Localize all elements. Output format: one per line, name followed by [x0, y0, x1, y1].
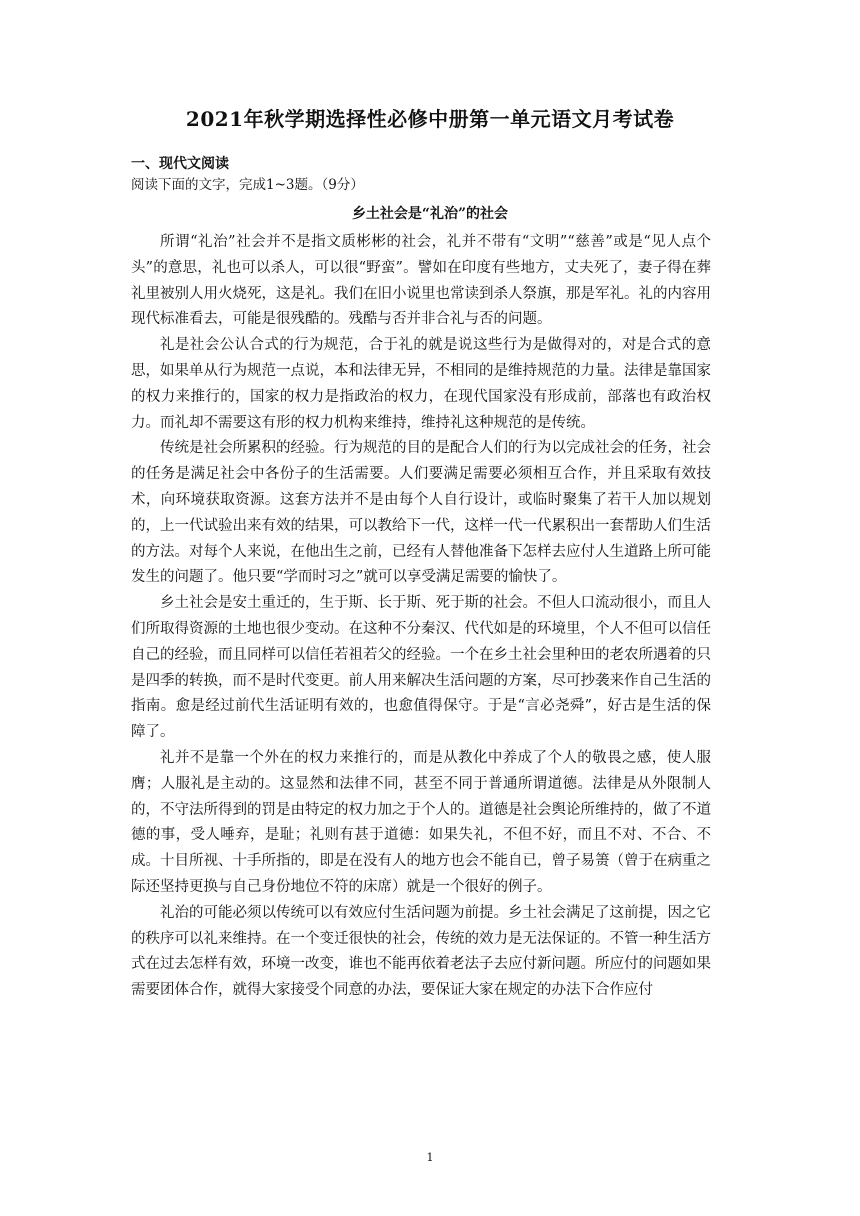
article-paragraph: 礼治的可能必须以传统可以有效应付生活问题为前提。乡土社会满足了这前提，因之它的秩序可以礼来维持。在一个变迁很快的社会，传统的效力是无法保证的。不管一种生活方式在过去怎样有效，环境一改变，谁也不能再依着老法子去应付新问题。所应付的问题如果需要团体合作，就得大家接受个同意的办法，要保证大家在规定的办法下合作应付	[131, 904, 711, 999]
article-paragraph: 传统是社会所累积的经验。行为规范的目的是配合人们的行为以完成社会的任务，社会的任务是满足社会中各份子的生活需要。人们要满足需要必须相互合作，并且采取有效技术，向环境获取资源。这套方法并不是由每个人自行设计，或临时聚集了若干人加以规划的，上一代试验出来有效的结果，可以教给下一代，这样一代一代累积出一套帮助人们生活的方法。对每个人来说，在他出生之前，已经有人替他准备下怎样去应付人生道路上所可能发生的问题了。他只要“学而时习之”就可以享受满足需要的愉快了。	[131, 440, 711, 586]
article-paragraph: 礼并不是靠一个外在的权力来推行的，而是从教化中养成了个人的敬畏之感，使人服膺；人服礼是主动的。这显然和法律不同，甚至不同于普通所谓道德。法律是从外限制人的，不守法所得到的罚是由特定的权力加之于个人的。道德是社会舆论所维持的，做了不道德的事，受人唾弃，是耻；礼则有甚于道德：如果失礼，不但不好，而且不对、不合、不成。十目所视、十手所指的，即是在没有人的地方也会不能自已，曾子易箦（曾于在病重之际还坚持更换与自己身份地位不符的床席）就是一个很好的例子。	[131, 749, 711, 895]
section-heading: 一、现代文阅读	[131, 156, 229, 172]
article-title: 乡土社会是“礼治”的社会	[351, 206, 509, 222]
reading-instruction: 阅读下面的文字，完成1~3题。（9分）	[131, 177, 364, 193]
article-paragraph: 所谓“礼治”社会并不是指文质彬彬的社会，礼并不带有“文明”“慈善”或是“见人点个头”的意思，礼也可以杀人，可以很“野蛮”。譬如在印度有些地方，丈夫死了，妻子得在葬礼里被别人用火烧死，这是礼。我们在旧小说里也常读到杀人祭旗，那是军礼。礼的内容用现代标准看去，可能是很残酷的。残酷与否并非合礼与否的问题。	[131, 234, 711, 328]
article-paragraph: 乡土社会是安土重迁的，生于斯、长于斯、死于斯的社会。不但人口流动很小，而且人们所取得资源的土地也很少变动。在这种不分秦汉、代代如是的环境里，个人不但可以信任自己的经验，而且同样可以信任若祖若父的经验。一个在乡土社会里种田的老农所遇着的只是四季的转换，而不是时代变更。前人用来解决生活问题的方案，尽可抄袭来作自己生活的指南。愈是经过前代生活证明有效的，也愈值得保守。于是“言必尧舜”，好古是生活的保障了。	[131, 595, 711, 741]
article-body	[131, 230, 711, 1004]
page-number: 1	[426, 1151, 434, 1164]
article-paragraph: 礼是社会公认合式的行为规范，合于礼的就是说这些行为是做得对的，对是合式的意思，如果单从行为规范一点说，本和法律无异，不相同的是维持规范的力量。法律是靠国家的权力来推行的，国家的权力是指政治的权力，在现代国家没有形成前，部落也有政治权力。而礼却不需要这有形的权力机构来维持，维持礼这种规范的是传统。	[131, 337, 711, 431]
exam-title: 2021年秋学期选择性必修中册第一单元语文月考试卷	[185, 107, 675, 131]
